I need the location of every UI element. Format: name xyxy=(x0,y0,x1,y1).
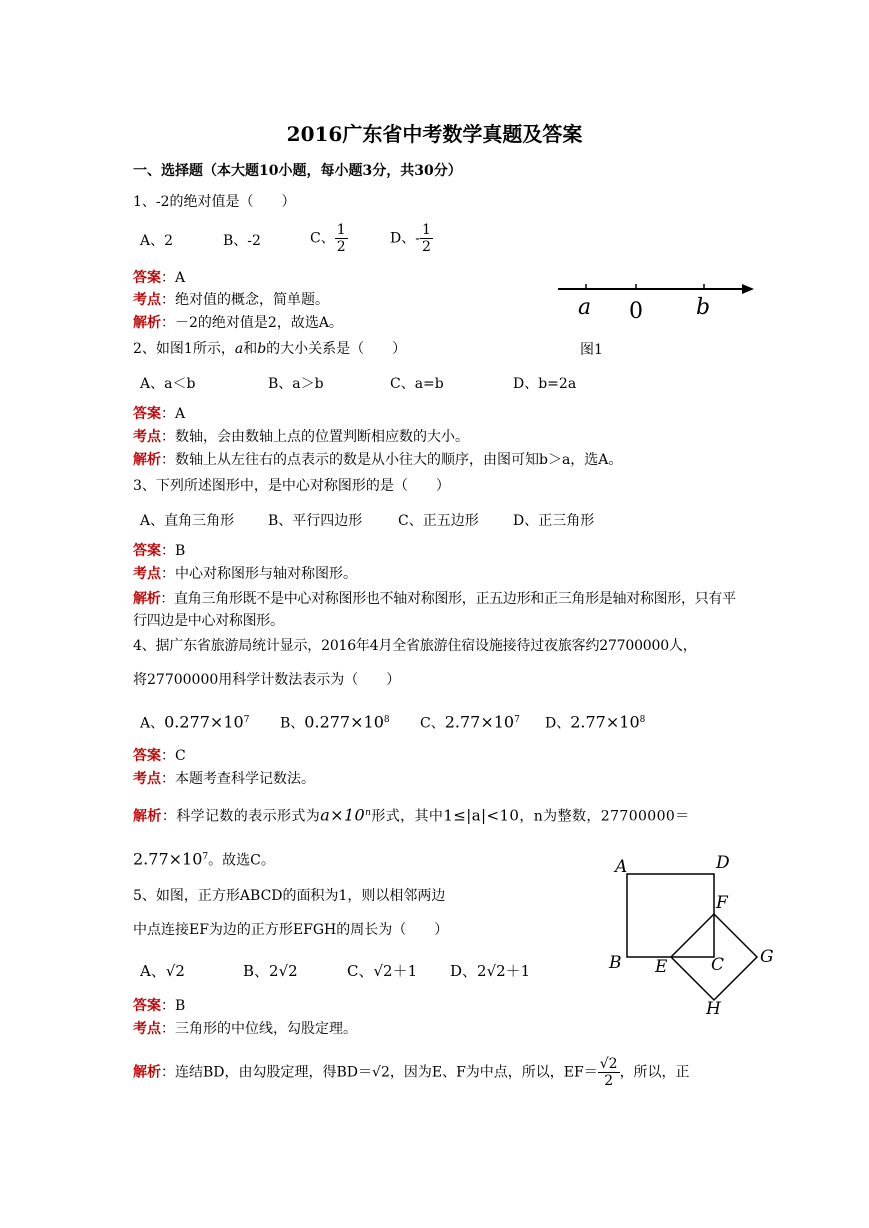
q5-point: 考点：三角形的中位线，勾股定理。 xyxy=(133,1021,357,1037)
q2-option-b: B、a＞b xyxy=(268,376,324,392)
q1-analysis: 解析：－2的绝对值是2，故选A。 xyxy=(133,315,343,331)
q3-answer: 答案：B xyxy=(133,543,186,559)
q5-answer: 答案：B xyxy=(133,998,186,1014)
square-abcd xyxy=(627,874,714,957)
axis-label-a: a xyxy=(578,295,592,320)
number-line-figure xyxy=(556,276,761,326)
q4-analysis: 解析：科学记数的表示形式为$a\times 10^n$形式，其中1≤|a|<10，n为整数，27700000＝ xyxy=(133,805,690,825)
q4-answer: 答案：C xyxy=(133,748,186,764)
q5-analysis: 解析：连结BD，由勾股定理，得BD＝√2，因为E、F为中点，所以，EF＝ $\frac{√2}{2}$ ，所以，正 xyxy=(133,1056,690,1089)
q2-option-a: A、a＜b xyxy=(140,376,196,392)
q2-option-c: C、a=b xyxy=(390,376,444,392)
vertex-E: E xyxy=(655,957,668,977)
q3-option-c: C、正五边形 xyxy=(398,513,479,529)
q1-answer: 答案：A xyxy=(133,270,186,286)
q1-option-b: B、-2 xyxy=(223,233,261,249)
q3-option-a: A、直角三角形 xyxy=(140,513,235,529)
q2-point: 考点：数轴，会由数轴上点的位置判断相应数的大小。 xyxy=(133,429,469,445)
q3-option-d: D、正三角形 xyxy=(513,513,595,529)
q1-stem: 1、-2的绝对值是（ ） xyxy=(133,194,296,210)
vertex-F: F xyxy=(716,893,728,913)
q5-option-d: D、2√2＋1 xyxy=(450,962,531,980)
q5-stem-line1: 5、如图，正方形ABCD的面积为1，则以相邻两边 xyxy=(133,888,446,904)
q4-option-c: C、$2.77\times 10^7$ xyxy=(420,712,520,732)
q3-analysis: 解析：直角三角形既不是中心对称图形也不轴对称图形，正五边形和正三角形是轴对称图形，只有平行四边是中心对称图形。 xyxy=(133,591,736,629)
vertex-C: C xyxy=(711,955,725,975)
q2-analysis: 解析：数轴上从左往右的点表示的数是从小往大的顺序，由图可知b＞a，选A。 xyxy=(133,452,623,468)
vertex-B: B xyxy=(609,953,622,973)
q1-option-a: A、2 xyxy=(140,233,174,249)
q5-stem-line2: 中点连接EF为边的正方形EFGH的周长为（ ） xyxy=(133,922,449,938)
q4-option-a: A、$0.277\times 10^7$ xyxy=(140,712,250,732)
q2-answer: 答案：A xyxy=(133,406,186,422)
q5-option-b: B、2√2 xyxy=(243,962,298,980)
q2-stem: 2、如图1所示，a和b的大小关系是（ ） xyxy=(133,341,407,357)
vertex-D: D xyxy=(716,853,730,873)
axis-label-b: b xyxy=(696,295,711,320)
q4-analysis-cont: $2.77\times 10^7$。故选C。 xyxy=(133,849,275,869)
q3-point: 考点：中心对称图形与轴对称图形。 xyxy=(133,566,357,582)
q2-option-d: D、b=2a xyxy=(513,376,577,392)
q4-option-b: B、$0.277\times 10^8$ xyxy=(280,712,390,732)
square-figure xyxy=(606,848,778,1020)
q4-stem-line1: 4、据广东省旅游局统计显示，2016年4月全省旅游住宿设施接待过夜旅客约27700000人， xyxy=(133,638,697,654)
vertex-H: H xyxy=(706,999,721,1019)
q1-option-d: D、- $\frac{1}{2}$ xyxy=(390,222,431,255)
number-line-arrow xyxy=(742,284,754,294)
q1-point: 考点：绝对值的概念，简单题。 xyxy=(133,292,329,308)
q3-option-b: B、平行四边形 xyxy=(268,513,363,529)
q3-stem: 3、下列所述图形中，是中心对称图形的是（ ） xyxy=(133,478,450,494)
q4-point: 考点：本题考查科学记数法。 xyxy=(133,771,315,787)
page-title: 2016广东省中考数学真题及答案 xyxy=(286,122,583,146)
q5-option-c: C、√2＋1 xyxy=(347,962,418,980)
vertex-G: G xyxy=(760,947,774,967)
figure-1-caption: 图1 xyxy=(580,342,603,358)
q4-stem-line2: 将27700000用科学计数法表示为（ ） xyxy=(133,672,401,688)
vertex-A: A xyxy=(615,857,628,877)
section-heading: 一、选择题（本大题10小题，每小题3分，共30分） xyxy=(133,163,462,179)
q5-option-a: A、√2 xyxy=(140,962,185,980)
axis-label-0: 0 xyxy=(629,299,643,324)
q1-option-c: C、 $\frac{1}{2}$ xyxy=(310,222,346,255)
q4-option-d: D、$2.77\times 10^8$ xyxy=(545,712,646,732)
